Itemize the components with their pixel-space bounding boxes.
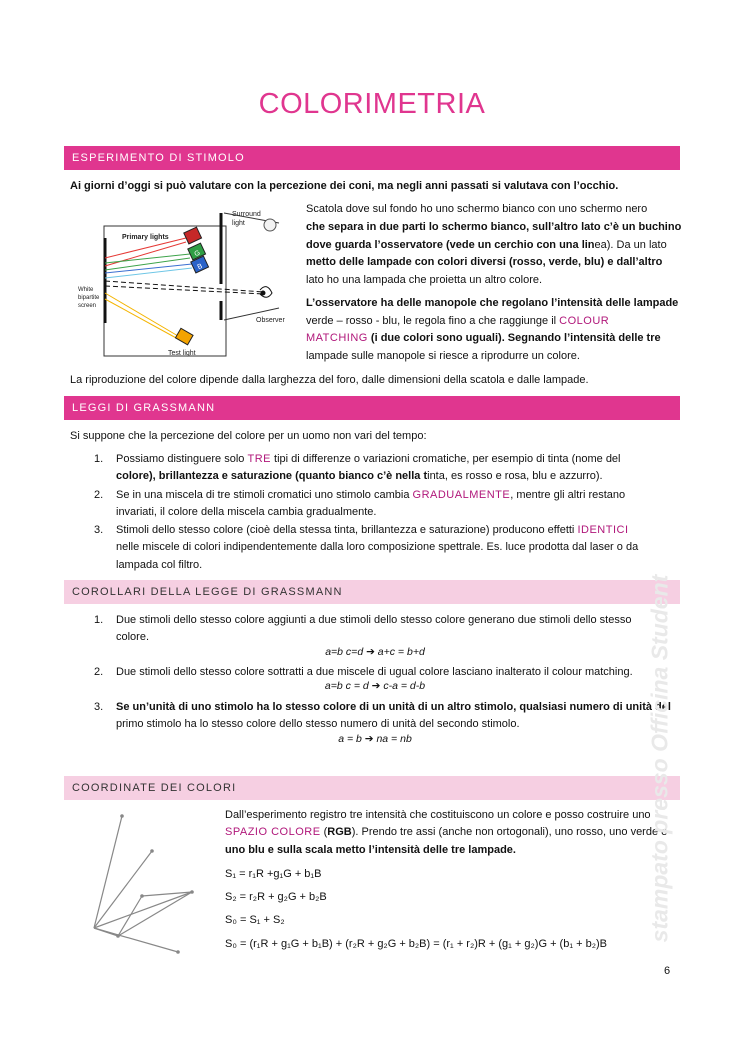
s2-intro: Si suppone che la percezione del colore per un uomo non vari del tempo: — [70, 430, 427, 442]
s4-equation-1: S₁ = r₁R +g₁G + b₁B — [225, 868, 322, 880]
s3-item2-line1: Due stimoli dello stesso colore sottratti a due miscele di ugual colore lasciano inalterato il colour matching. — [116, 666, 633, 678]
surround-light-label-2: light — [232, 220, 245, 227]
s4-equation-4: S₀ = (r₁R + g₁G + b₁B) + (r₂R + g₂G + b₂B) = (r₁ + r₂)R + (g₁ + g₂)G + (b₁ + b₂)B — [225, 938, 607, 950]
test-light-label: Test light — [168, 350, 196, 357]
lamp-g-label: G — [193, 249, 202, 259]
s1-outro: La riproduzione del colore dipende dalla larghezza del foro, dalle dimensioni della scatola e dalle lampade. — [70, 374, 589, 386]
s1-intro: Ai giorni d’oggi si può valutare con la percezione dei coni, ma negli anni passati si valutava con l’occhio. — [70, 180, 619, 192]
s2-item2-line2: invariati, il colore della miscela cambia gradualmente. — [116, 506, 377, 518]
watermark-text: stampato presso Officina Student — [646, 574, 673, 943]
s3-item1-line1: Due stimoli dello stesso colore aggiunti a due stimoli dello stesso colore generano due stimoli dello stesso — [116, 614, 632, 626]
s2-item3-number: 3. — [94, 524, 104, 536]
watermark — [640, 560, 680, 960]
lamp-b-label: B — [196, 262, 204, 272]
s4-line1: Dall’esperimento registro tre intensità che costituiscono un colore e posso costruire uno — [225, 809, 651, 821]
stimulus-experiment-figure — [74, 198, 304, 363]
observer-label: Observer — [256, 317, 285, 324]
s4-line3: uno blu e sulla scala metto l’intensità delle tre lampade. — [225, 844, 516, 856]
section-heading-coordinate: COORDINATE DEI COLORI — [64, 776, 680, 800]
page-number: 6 — [664, 965, 671, 977]
section-heading-esperimento: ESPERIMENTO DI STIMOLO — [64, 146, 680, 170]
s1-p1-line5: lato ho una lampada che proietta un altro colore. — [306, 274, 543, 286]
page-title: COLORIMETRIA — [258, 88, 486, 120]
s3-item2-number: 2. — [94, 666, 104, 678]
s3-item3-line1: Se un’unità di uno stimolo ha lo stesso colore di un unità di un altro stimolo, qualsiasi numero di unità del — [116, 701, 671, 713]
white-screen-label-3: screen — [78, 303, 97, 309]
s2-item3-line2: nelle miscele di colori indipendentemente dalla loro composizione spettrale. Es. luce prodotta dal laser o da — [116, 541, 639, 553]
white-screen-label-1: White — [78, 287, 94, 293]
surround-light-label: Surround — [232, 211, 261, 218]
s2-item2-line1: Se in una miscela di tre stimoli cromatici uno stimolo cambia GRADUALMENTE, mentre gli altri restano — [116, 489, 626, 501]
s3-item1-number: 1. — [94, 614, 104, 626]
s1-p1-line1: Scatola dove sul fondo ho uno schermo bianco con uno schermo nero — [306, 203, 648, 215]
s4-line2: SPAZIO COLORE (RGB). Prendo tre assi (anche non ortogonali), uno rosso, uno verde e — [225, 826, 668, 838]
s1-p2-line2: verde – rosso - blu, le regola fino a che raggiunge il COLOUR — [306, 315, 610, 327]
s1-p2-line3: MATCHING (i due colori sono uguali). Segnando l’intensità delle tre — [306, 332, 661, 344]
s3-formula-1: a=b c=d ➔ a+c = b+d — [325, 646, 425, 658]
white-screen-label-2: bipartite — [78, 295, 100, 301]
s3-formula-2: a=b c = d ➔ c-a = d-b — [324, 680, 426, 692]
s1-p1-line2: che separa in due parti lo schermo bianco, sull’altro lato c’è un buchino — [306, 221, 682, 233]
s1-p1-line3: dove guarda l’osservatore (vede un cerchio con una linea). Da un lato — [306, 239, 667, 251]
s1-p2-line4: lampade sulle manopole si riesce a riprodurre un colore. — [306, 350, 580, 362]
s2-item1-number: 1. — [94, 453, 104, 465]
section-heading-grassmann: LEGGI DI GRASSMANN — [64, 396, 680, 420]
s3-item3-number: 3. — [94, 701, 104, 713]
s4-equation-2: S₂ = r₂R + g₂G + b₂B — [225, 891, 327, 903]
s3-item3-line2: primo stimolo ha lo stesso colore dello stesso numero di unità del secondo stimolo. — [116, 718, 520, 730]
s3-formula-3: a = b ➔ na = nb — [338, 733, 412, 745]
color-space-axes-figure — [82, 806, 220, 958]
primary-lights-label: Primary lights — [122, 234, 169, 241]
section-heading-corollari: COROLLARI DELLA LEGGE DI GRASSMANN — [64, 580, 680, 604]
s3-item1-line2: colore. — [116, 631, 150, 643]
s4-equation-3: S₀ = S₁ + S₂ — [225, 914, 285, 926]
s2-item2-number: 2. — [94, 489, 104, 501]
s1-p1-line4: metto delle lampade con colori diversi (rosso, verde, blu) e dall’altro — [306, 256, 663, 268]
s2-item1-line2: colore), brillantezza e saturazione (quanto bianco c’è nella tinta, es rosso e rosa, blu e azzurro). — [116, 470, 603, 482]
s2-item3-line1: Stimoli dello stesso colore (cioè della stessa tinta, brillantezza e saturazione) producono effetti IDENTICI — [116, 524, 629, 536]
s2-item3-line3: lampada col filtro. — [116, 559, 203, 571]
s2-item1-line1: Possiamo distinguere solo TRE tipi di differenze o variazioni cromatiche, per esempio di tinta (nome del — [116, 453, 621, 465]
s1-p2-line1: L’osservatore ha delle manopole che regolano l’intensità delle lampade — [306, 297, 679, 309]
